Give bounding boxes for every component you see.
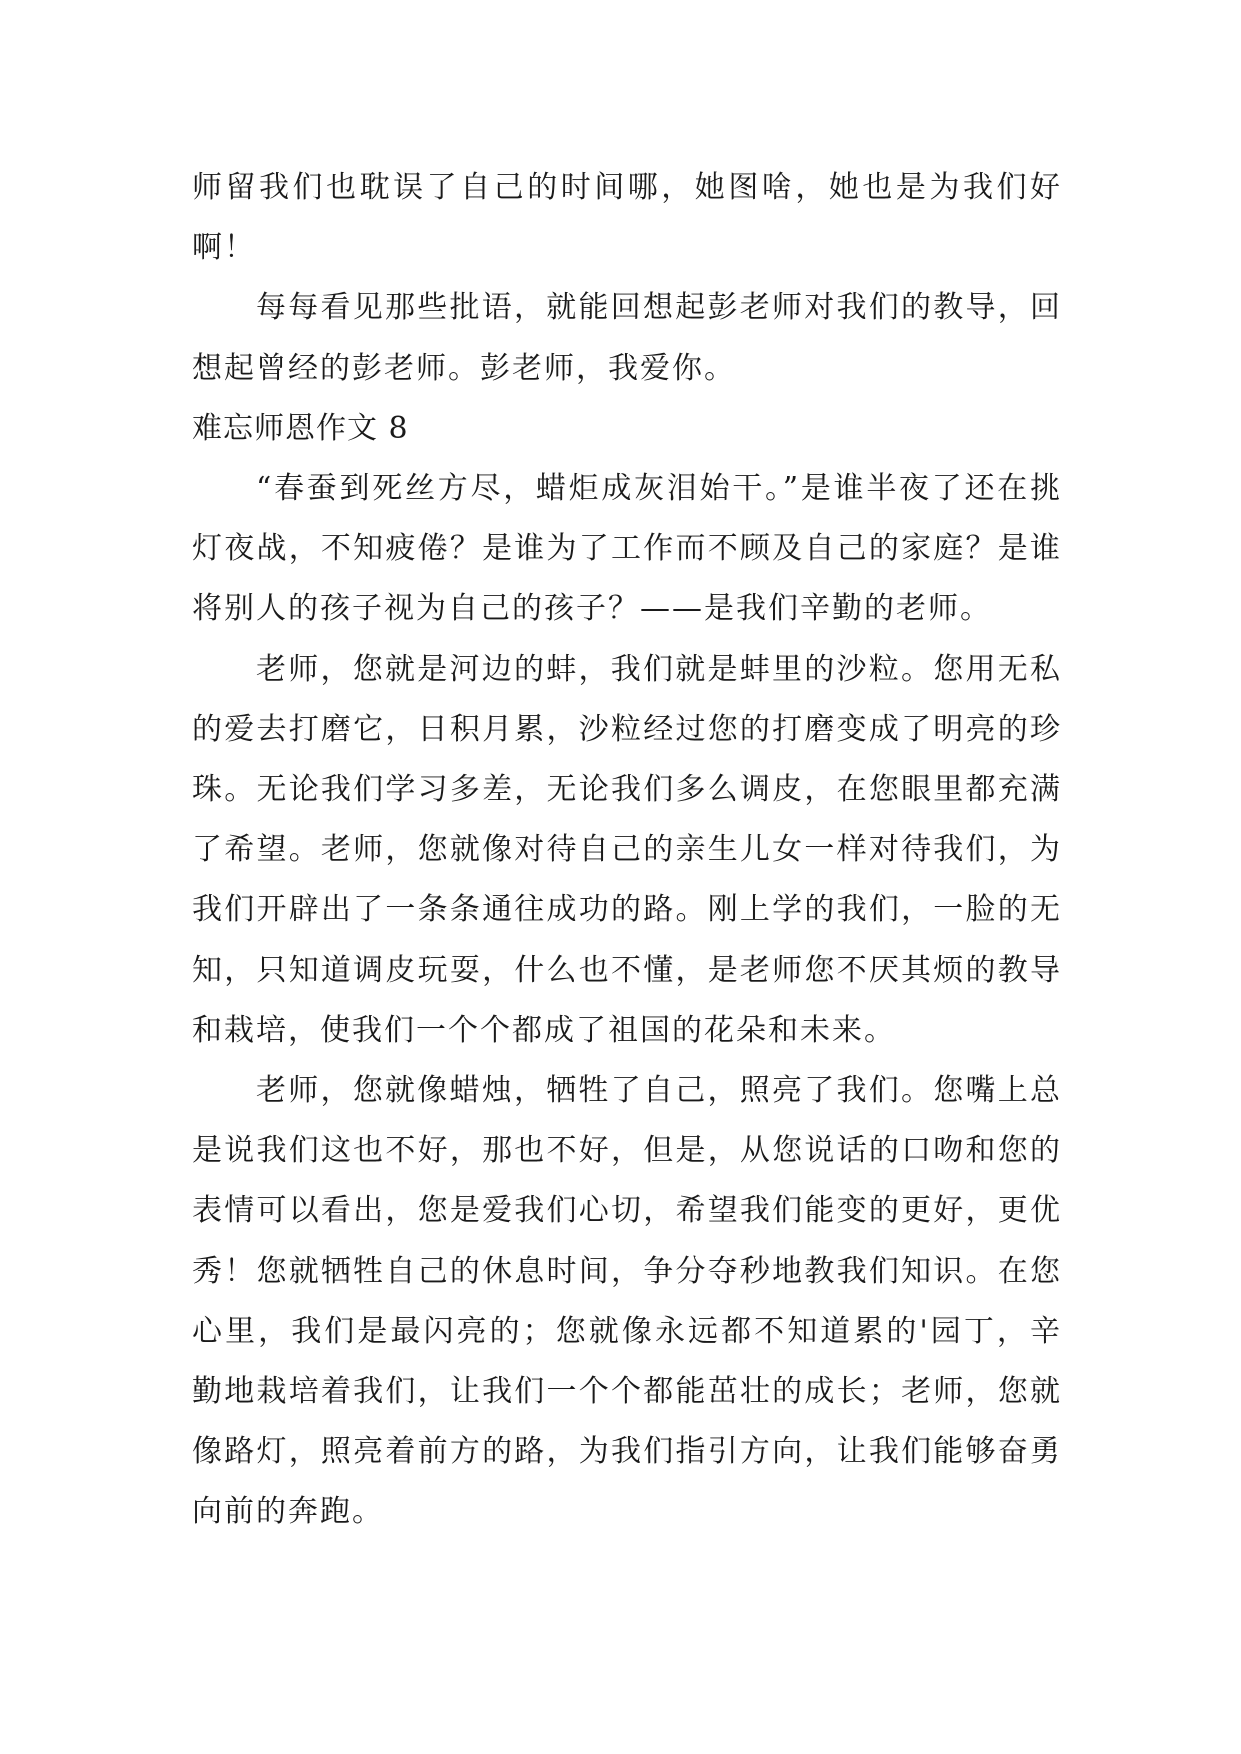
paragraph-criticism-memory: 每每看见那些批语，就能回想起彭老师对我们的教导，回想起曾经的彭老师。彭老师，我爱你。 (192, 290, 1062, 386)
document-body (192, 158, 1062, 1543)
paragraph-silkworm-quote: “春蚕到死丝方尽，蜡炬成灰泪始干。”是谁半夜了还在挑灯夜战，不知疲倦？是谁为了工作而不顾及自己的家庭？是谁将别人的孩子视为自己的孩子？——是我们辛勤的老师。 (192, 471, 1062, 627)
essay-heading: 难忘师恩作文 8 (192, 410, 409, 446)
paragraph-candle-metaphor: 老师，您就像蜡烛，牺牲了自己，照亮了我们。您嘴上总是说我们这也不好，那也不好，但是，从您说话的口吻和您的表情可以看出，您是爱我们心切，希望我们能变的更好，更优秀！您就牺牲自己的休息时间，争分夺秒地教我们知识。在您心里，我们是最闪亮的；您就像永远都不知道累的'园丁，辛勤地栽培着我们，让我们一个个都能茁壮的成长；老师，您就像路灯，照亮着前方的路，为我们指引方向，让我们能够奋勇向前的奔跑。 (192, 1073, 1062, 1530)
paragraph-continued: 师留我们也耽误了自己的时间哪，她图啥，她也是为我们好啊！ (192, 170, 1062, 266)
paragraph-pearl-metaphor: 老师，您就是河边的蚌，我们就是蚌里的沙粒。您用无私的爱去打磨它，日积月累，沙粒经过您的打磨变成了明亮的珍珠。无论我们学习多差，无论我们多么调皮，在您眼里都充满了希望。老师，您就像对待自己的亲生儿女一样对待我们，为我们开辟出了一条条通往成功的路。刚上学的我们，一脸的无知，只知道调皮玩耍，什么也不懂，是老师您不厌其烦的教导和栽培，使我们一个个都成了祖国的花朵和未来。 (192, 651, 1062, 1048)
